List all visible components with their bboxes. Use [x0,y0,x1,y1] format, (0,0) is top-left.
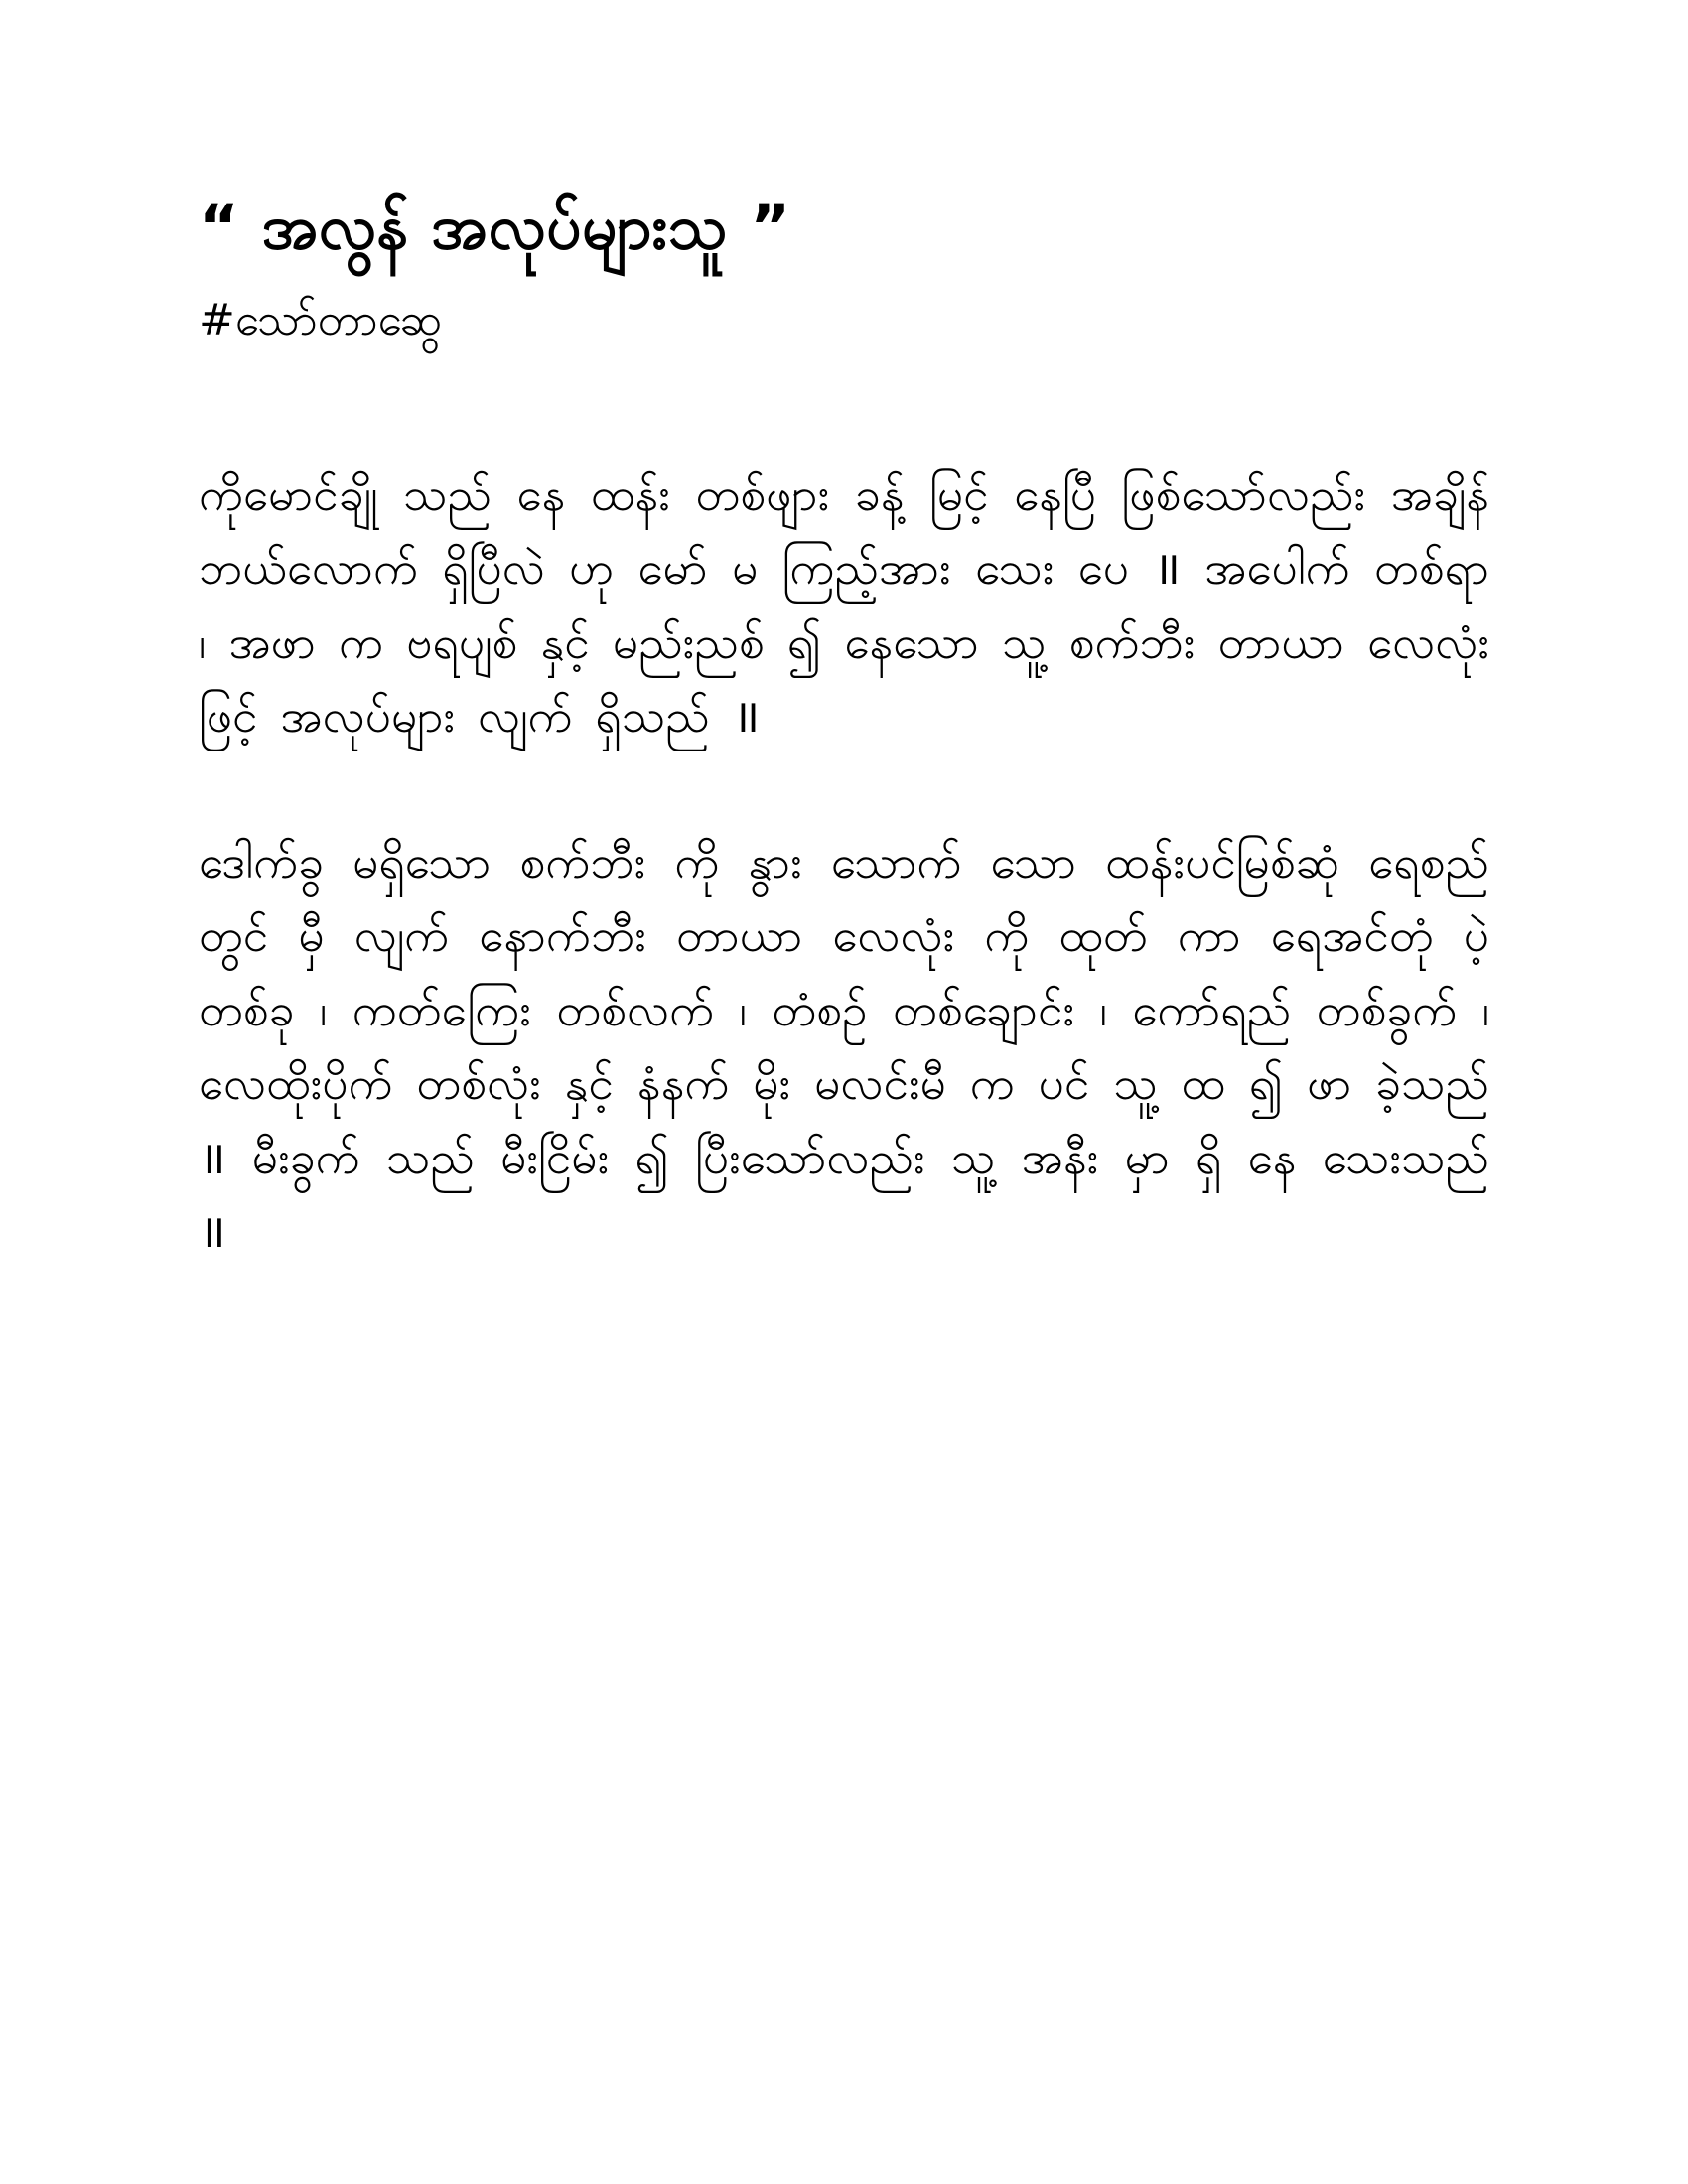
author-byline: #သော်တာဆွေ [199,294,443,345]
body-paragraph-1: ကိုမောင်ချို သည် နေ ထန်း တစ်ဖျား ခန့် မြင့် နေပြီ ဖြစ်သော်လည်း အချိန် ဘယ်လောက် ရှိပြီလဲ ဟု မော် မ ကြည့်အား သေး ပေ ॥ အပေါက် တစ်ရာ ၊ အဖာ က ဗရပျစ် နှင့် မည်းညစ် ၍ နေသော သူ့ စက်ဘီး တာယာ လေလုံး ဖြင့် အလုပ်များ လျက် ရှိသည် ॥ [199,467,1489,744]
title-body-spacer [199,444,1489,458]
page-title: “ အလွန် အလုပ်များသူ ” [199,191,791,263]
body-paragraph-2: ဒေါက်ခွ မရှိသော စက်ဘီး ကို နွား သောက် သော ထန်းပင်မြစ်ဆုံ ရေစည် တွင် မှီ လျက် နောက်ဘီး တာယာ လေလုံး ကို ထုတ် ကာ ရေအင်တုံ ပဲ့ တစ်ခု ၊ ကတ်ကြေး တစ်လက် ၊ တံစဉ် တစ်ချောင်း ၊ ကော်ရည် တစ်ခွက် ၊ လေထိုးပိုက် တစ်လုံး နှင့် နံနက် မိုး မလင်းမီ က ပင် သူ့ ထ ၍ ဖာ ခဲ့သည် ॥ မီးခွက် သည် မီးငြိမ်း ၍ ပြီးသော်လည်း သူ့ အနီး မှာ ရှိ နေ သေးသည် ॥ [199,834,1489,1259]
